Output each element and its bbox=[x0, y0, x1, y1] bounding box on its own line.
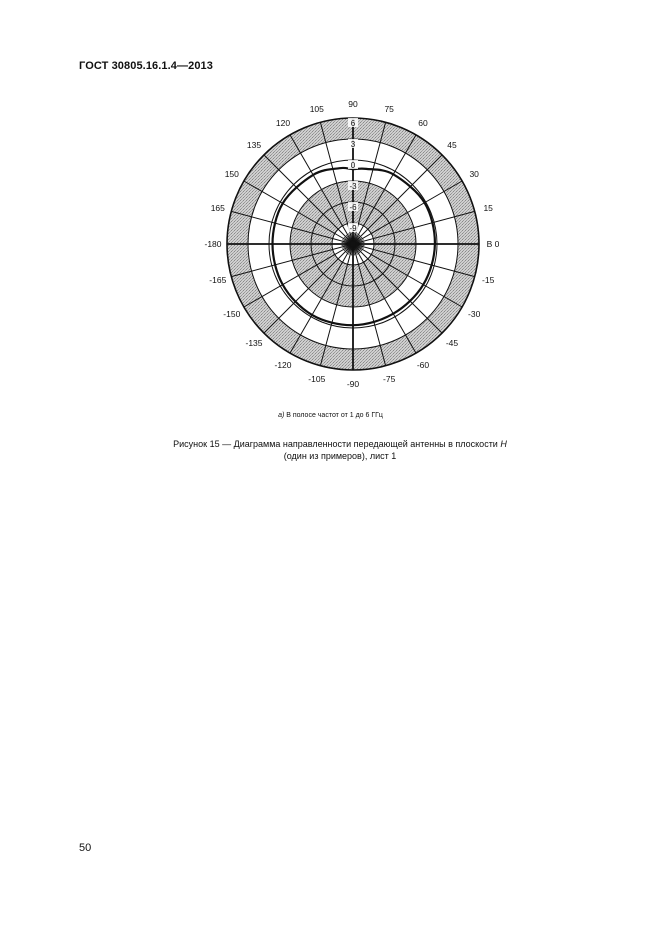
angle-label: 45 bbox=[447, 140, 457, 150]
angle-label: -15 bbox=[482, 275, 495, 286]
angle-label: 90 bbox=[348, 99, 358, 109]
radial-label: -3 bbox=[349, 182, 357, 191]
angle-label: 135 bbox=[246, 140, 262, 150]
angle-label: -60 bbox=[416, 360, 430, 371]
caption-italic: H bbox=[500, 439, 507, 449]
angle-label: -135 bbox=[245, 338, 263, 348]
angle-label: 30 bbox=[469, 169, 479, 179]
angle-spokes bbox=[224, 118, 479, 370]
angle-label: -45 bbox=[445, 338, 459, 348]
angle-label: 165 bbox=[210, 202, 225, 213]
angle-label: -150 bbox=[223, 309, 241, 319]
caption-part2: (один из примеров), лист 1 bbox=[283, 451, 397, 461]
angle-label: 150 bbox=[224, 169, 239, 179]
angle-label: -105 bbox=[308, 374, 326, 385]
radial-label: 3 bbox=[350, 140, 356, 149]
angle-label: 120 bbox=[275, 117, 291, 128]
radial-label: -6 bbox=[349, 203, 357, 212]
angle-label: -165 bbox=[209, 275, 227, 286]
radial-label: -9 bbox=[349, 224, 357, 233]
angle-label: 60 bbox=[418, 117, 428, 128]
figure-sublabel bbox=[0, 412, 661, 419]
page-number: 50 bbox=[79, 842, 92, 854]
sublabel-text: В полосе частот от 1 до 6 ГГц bbox=[284, 412, 383, 419]
angle-label: 105 bbox=[309, 103, 324, 114]
center-dot bbox=[350, 241, 356, 247]
angle-label: -180 bbox=[204, 239, 222, 249]
sublabel-prefix: а) bbox=[278, 412, 285, 419]
caption-part1: Рисунок 15 — Диаграмма направленности передающей антенны в плоскости bbox=[173, 439, 501, 449]
angle-label: 75 bbox=[384, 103, 394, 114]
document-header: ГОСТ 30805.16.1.4—2013 bbox=[79, 60, 213, 72]
polar-pattern-chart bbox=[180, 80, 520, 410]
angle-label: -90 bbox=[346, 379, 360, 389]
radial-label: 0 bbox=[350, 161, 356, 170]
angle-label: -75 bbox=[383, 374, 396, 385]
angle-label: -30 bbox=[468, 309, 481, 319]
angle-label: -120 bbox=[274, 360, 292, 371]
angle-label: В 0 bbox=[486, 239, 500, 249]
radial-label: 6 bbox=[350, 119, 356, 128]
angle-label: 15 bbox=[483, 202, 493, 213]
figure-caption bbox=[140, 438, 540, 462]
